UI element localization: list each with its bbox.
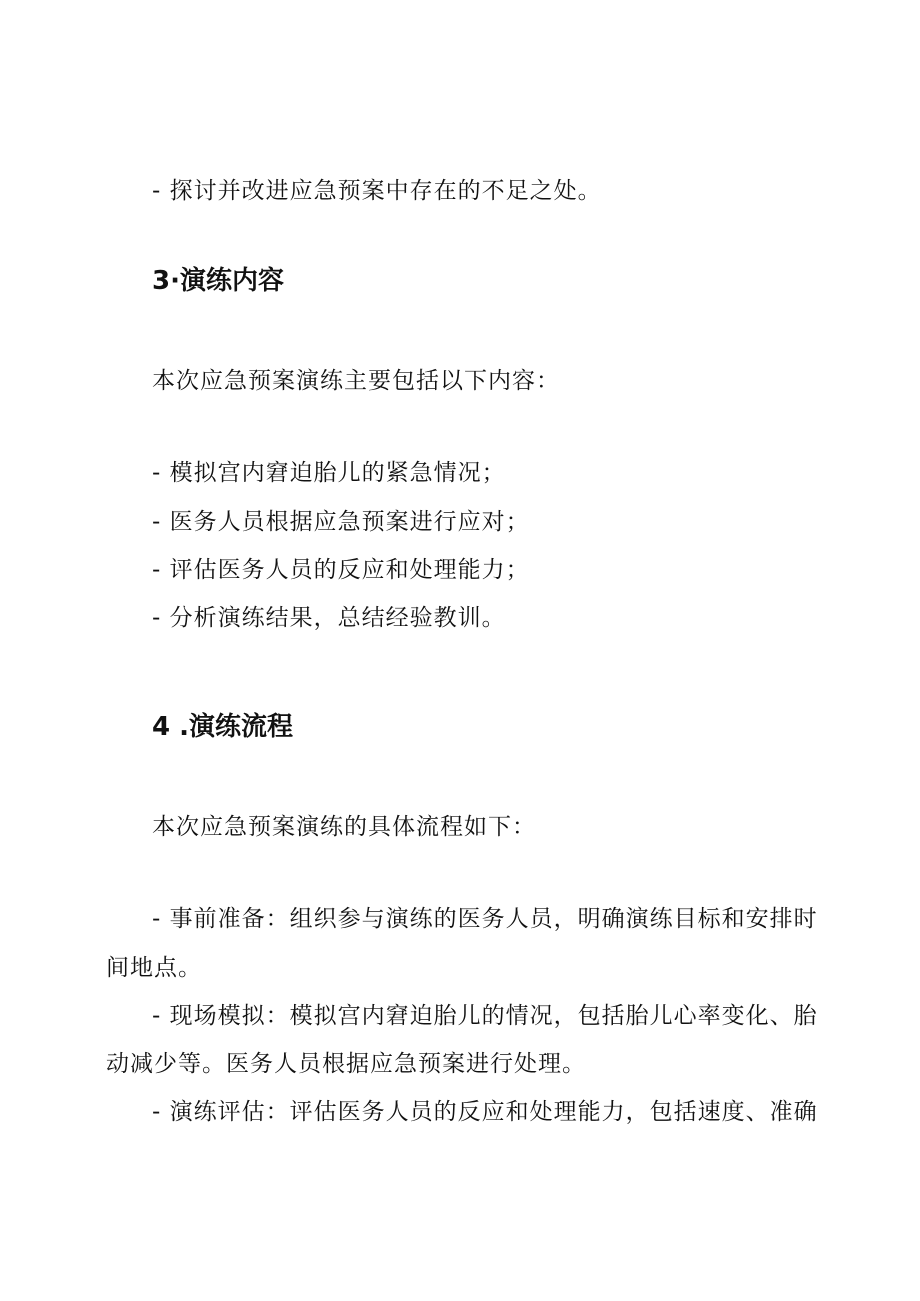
list-item: - 探讨并改进应急预案中存在的不足之处。 — [152, 178, 602, 204]
list-item: - 模拟宫内窘迫胎儿的紧急情况； — [152, 460, 506, 486]
section-heading-3: 3·演练内容 — [152, 266, 284, 296]
paragraph-line: - 现场模拟：模拟宫内窘迫胎儿的情况，包括胎儿心率变化、胎 — [152, 1003, 818, 1029]
list-item: - 分析演练结果，总结经验教训。 — [152, 605, 506, 631]
paragraph-line: - 演练评估：评估医务人员的反应和处理能力，包括速度、准确 — [152, 1099, 818, 1125]
section-heading-4: 4 .演练流程 — [152, 712, 294, 742]
paragraph-line: 动减少等。医务人员根据应急预案进行处理。 — [106, 1051, 586, 1077]
section-intro: 本次应急预案演练的具体流程如下： — [152, 814, 536, 840]
list-item: - 医务人员根据应急预案进行应对； — [152, 509, 530, 535]
paragraph-line: - 事前准备：组织参与演练的医务人员，明确演练目标和安排时 — [152, 906, 818, 932]
paragraph-line: 间地点。 — [106, 955, 202, 981]
section-intro: 本次应急预案演练主要包括以下内容： — [152, 368, 560, 394]
list-item: - 评估医务人员的反应和处理能力； — [152, 557, 530, 583]
